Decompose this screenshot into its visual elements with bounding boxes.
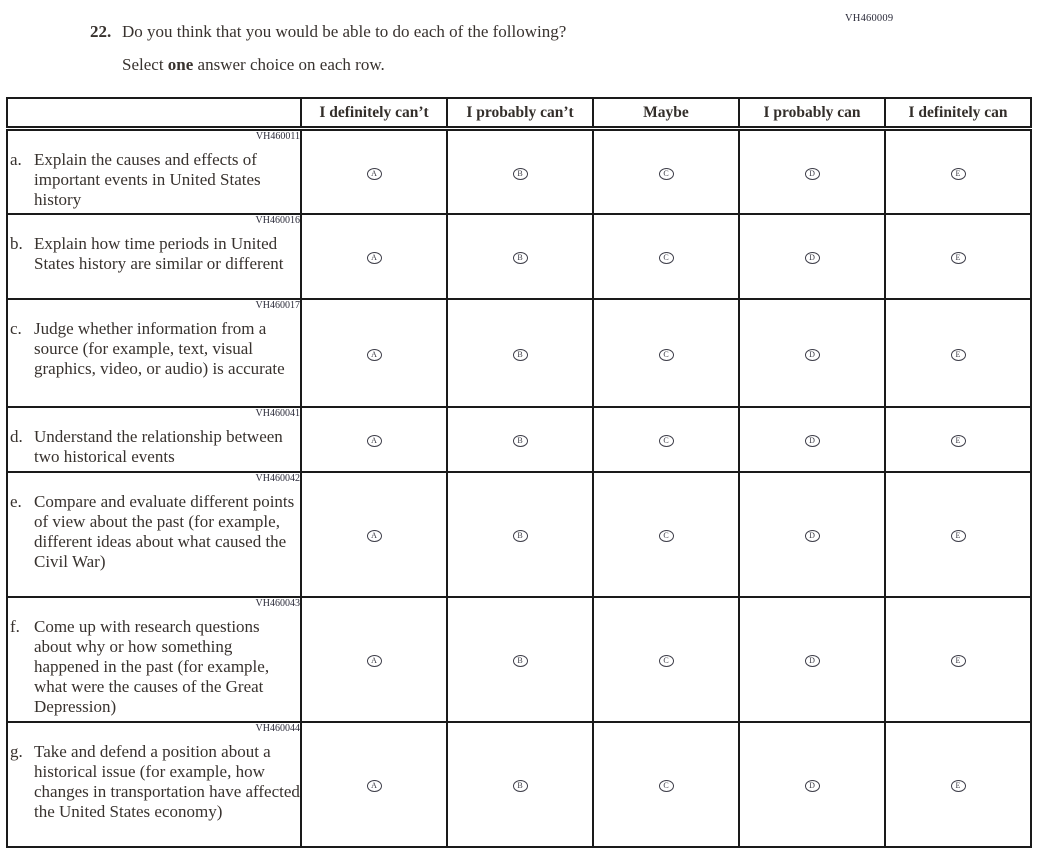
option-bubble-a[interactable]: A bbox=[367, 655, 382, 667]
option-bubble-b[interactable]: B bbox=[513, 530, 528, 542]
option-cell bbox=[301, 722, 447, 847]
item-label-cell bbox=[7, 472, 301, 597]
option-bubble-c[interactable]: C bbox=[659, 655, 674, 667]
question-instruction bbox=[122, 55, 790, 75]
option-cell bbox=[447, 722, 593, 847]
header-definitely-can: I definitely can bbox=[885, 98, 1031, 129]
item-label-cell bbox=[7, 597, 301, 722]
item-text: Explain how time periods in United States history are similar or different bbox=[34, 233, 284, 273]
option-cell bbox=[447, 299, 593, 407]
option-cell bbox=[739, 299, 885, 407]
option-cell bbox=[885, 472, 1031, 597]
option-bubble-a[interactable]: A bbox=[367, 530, 382, 542]
option-cell bbox=[593, 597, 739, 722]
item-label-cell bbox=[7, 407, 301, 472]
form-code: VH460009 bbox=[845, 13, 894, 24]
option-bubble-a[interactable]: A bbox=[367, 252, 382, 264]
option-bubble-c[interactable]: C bbox=[659, 252, 674, 264]
option-bubble-b[interactable]: B bbox=[513, 780, 528, 792]
option-bubble-d[interactable]: D bbox=[805, 655, 820, 667]
option-cell bbox=[301, 597, 447, 722]
table-row-e bbox=[7, 472, 1031, 597]
option-cell bbox=[447, 214, 593, 299]
option-cell bbox=[739, 407, 885, 472]
item-label-cell bbox=[7, 722, 301, 847]
header-row bbox=[7, 98, 1031, 129]
option-bubble-d[interactable]: D bbox=[805, 252, 820, 264]
item-label-cell bbox=[7, 129, 301, 214]
header-probably-can: I probably can bbox=[739, 98, 885, 129]
option-bubble-a[interactable]: A bbox=[367, 780, 382, 792]
option-cell bbox=[885, 407, 1031, 472]
option-cell bbox=[447, 472, 593, 597]
option-bubble-b[interactable]: B bbox=[513, 655, 528, 667]
option-bubble-e[interactable]: E bbox=[951, 252, 966, 264]
item-letter: e. bbox=[10, 491, 22, 511]
item-letter: a. bbox=[10, 150, 22, 169]
instruction-prefix: Select bbox=[122, 55, 168, 74]
option-bubble-d[interactable]: D bbox=[805, 435, 820, 447]
option-cell bbox=[739, 214, 885, 299]
item-code: VH460016 bbox=[255, 214, 300, 226]
option-bubble-c[interactable]: C bbox=[659, 780, 674, 792]
instruction-suffix: answer choice on each row. bbox=[193, 55, 385, 74]
option-bubble-e[interactable]: E bbox=[951, 435, 966, 447]
option-cell bbox=[593, 722, 739, 847]
option-cell bbox=[885, 299, 1031, 407]
header-definitely-cant: I definitely can’t bbox=[301, 98, 447, 129]
option-bubble-e[interactable]: E bbox=[951, 780, 966, 792]
table-row-a bbox=[7, 129, 1031, 214]
table-row-d bbox=[7, 407, 1031, 472]
option-cell bbox=[301, 214, 447, 299]
item-code: VH460044 bbox=[255, 722, 300, 734]
option-bubble-a[interactable]: A bbox=[367, 349, 382, 361]
option-cell bbox=[593, 129, 739, 214]
option-cell bbox=[447, 407, 593, 472]
item-text: Judge whether information from a source (for example, text, visual graphics, video, or audio) is accurate bbox=[34, 318, 285, 378]
option-cell bbox=[885, 597, 1031, 722]
item-code: VH460041 bbox=[255, 407, 300, 419]
item-label-cell bbox=[7, 214, 301, 299]
question-number: 22. bbox=[90, 22, 112, 41]
item-letter: f. bbox=[10, 616, 20, 636]
item-text: Come up with research questions about why or how something happened in the past (for example, what were the causes of the Great Depression) bbox=[34, 616, 270, 716]
header-blank-cell bbox=[7, 98, 301, 129]
item-letter: d. bbox=[10, 426, 23, 446]
option-bubble-b[interactable]: B bbox=[513, 435, 528, 447]
table-row-b bbox=[7, 214, 1031, 299]
option-cell bbox=[739, 129, 885, 214]
option-cell bbox=[593, 472, 739, 597]
option-bubble-c[interactable]: C bbox=[659, 168, 674, 180]
item-code: VH460011 bbox=[255, 131, 300, 142]
option-bubble-d[interactable]: D bbox=[805, 349, 820, 361]
item-text: Explain the causes and effects of important events in United States history bbox=[34, 150, 261, 209]
item-code: VH460017 bbox=[255, 299, 300, 311]
option-bubble-e[interactable]: E bbox=[951, 655, 966, 667]
item-letter: g. bbox=[10, 741, 23, 761]
item-letter: c. bbox=[10, 318, 22, 338]
item-code: VH460042 bbox=[255, 472, 300, 484]
option-cell bbox=[739, 722, 885, 847]
option-cell bbox=[301, 472, 447, 597]
option-cell bbox=[739, 597, 885, 722]
option-bubble-c[interactable]: C bbox=[659, 349, 674, 361]
header-maybe: Maybe bbox=[593, 98, 739, 129]
header-probably-cant: I probably can’t bbox=[447, 98, 593, 129]
option-bubble-e[interactable]: E bbox=[951, 168, 966, 180]
item-label-cell bbox=[7, 299, 301, 407]
option-cell bbox=[739, 472, 885, 597]
item-code: VH460043 bbox=[255, 597, 300, 609]
option-bubble-c[interactable]: C bbox=[659, 435, 674, 447]
table-row-f bbox=[7, 597, 1031, 722]
question-text: Do you think that you would be able to do each of the following? bbox=[122, 22, 567, 41]
item-text: Understand the relationship between two historical events bbox=[34, 426, 283, 466]
option-bubble-d[interactable]: D bbox=[805, 530, 820, 542]
item-letter: b. bbox=[10, 233, 23, 253]
option-cell bbox=[593, 407, 739, 472]
option-bubble-e[interactable]: E bbox=[951, 349, 966, 361]
option-bubble-a[interactable]: A bbox=[367, 435, 382, 447]
option-cell bbox=[885, 214, 1031, 299]
option-cell bbox=[301, 129, 447, 214]
option-bubble-d[interactable]: D bbox=[805, 780, 820, 792]
option-cell bbox=[885, 129, 1031, 214]
option-bubble-b[interactable]: B bbox=[513, 349, 528, 361]
option-cell bbox=[885, 722, 1031, 847]
option-cell bbox=[447, 129, 593, 214]
option-bubble-e[interactable]: E bbox=[951, 530, 966, 542]
option-bubble-c[interactable]: C bbox=[659, 530, 674, 542]
option-bubble-a[interactable]: A bbox=[367, 168, 382, 180]
instruction-emphasis: one bbox=[167, 55, 194, 74]
option-cell bbox=[447, 597, 593, 722]
option-bubble-b[interactable]: B bbox=[513, 168, 528, 180]
option-cell bbox=[593, 299, 739, 407]
option-cell bbox=[593, 214, 739, 299]
option-cell bbox=[301, 407, 447, 472]
option-bubble-b[interactable]: B bbox=[513, 252, 528, 264]
option-bubble-d[interactable]: D bbox=[805, 168, 820, 180]
question-block bbox=[90, 22, 790, 75]
response-grid bbox=[6, 97, 1032, 848]
option-cell bbox=[301, 299, 447, 407]
table-row-c bbox=[7, 299, 1031, 407]
item-text: Take and defend a position about a historical issue (for example, how changes in transportation have affected the United States economy) bbox=[34, 741, 300, 821]
table-row-g bbox=[7, 722, 1031, 847]
item-text: Compare and evaluate different points of view about the past (for example, different ideas about what caused the Civil War) bbox=[34, 491, 295, 571]
